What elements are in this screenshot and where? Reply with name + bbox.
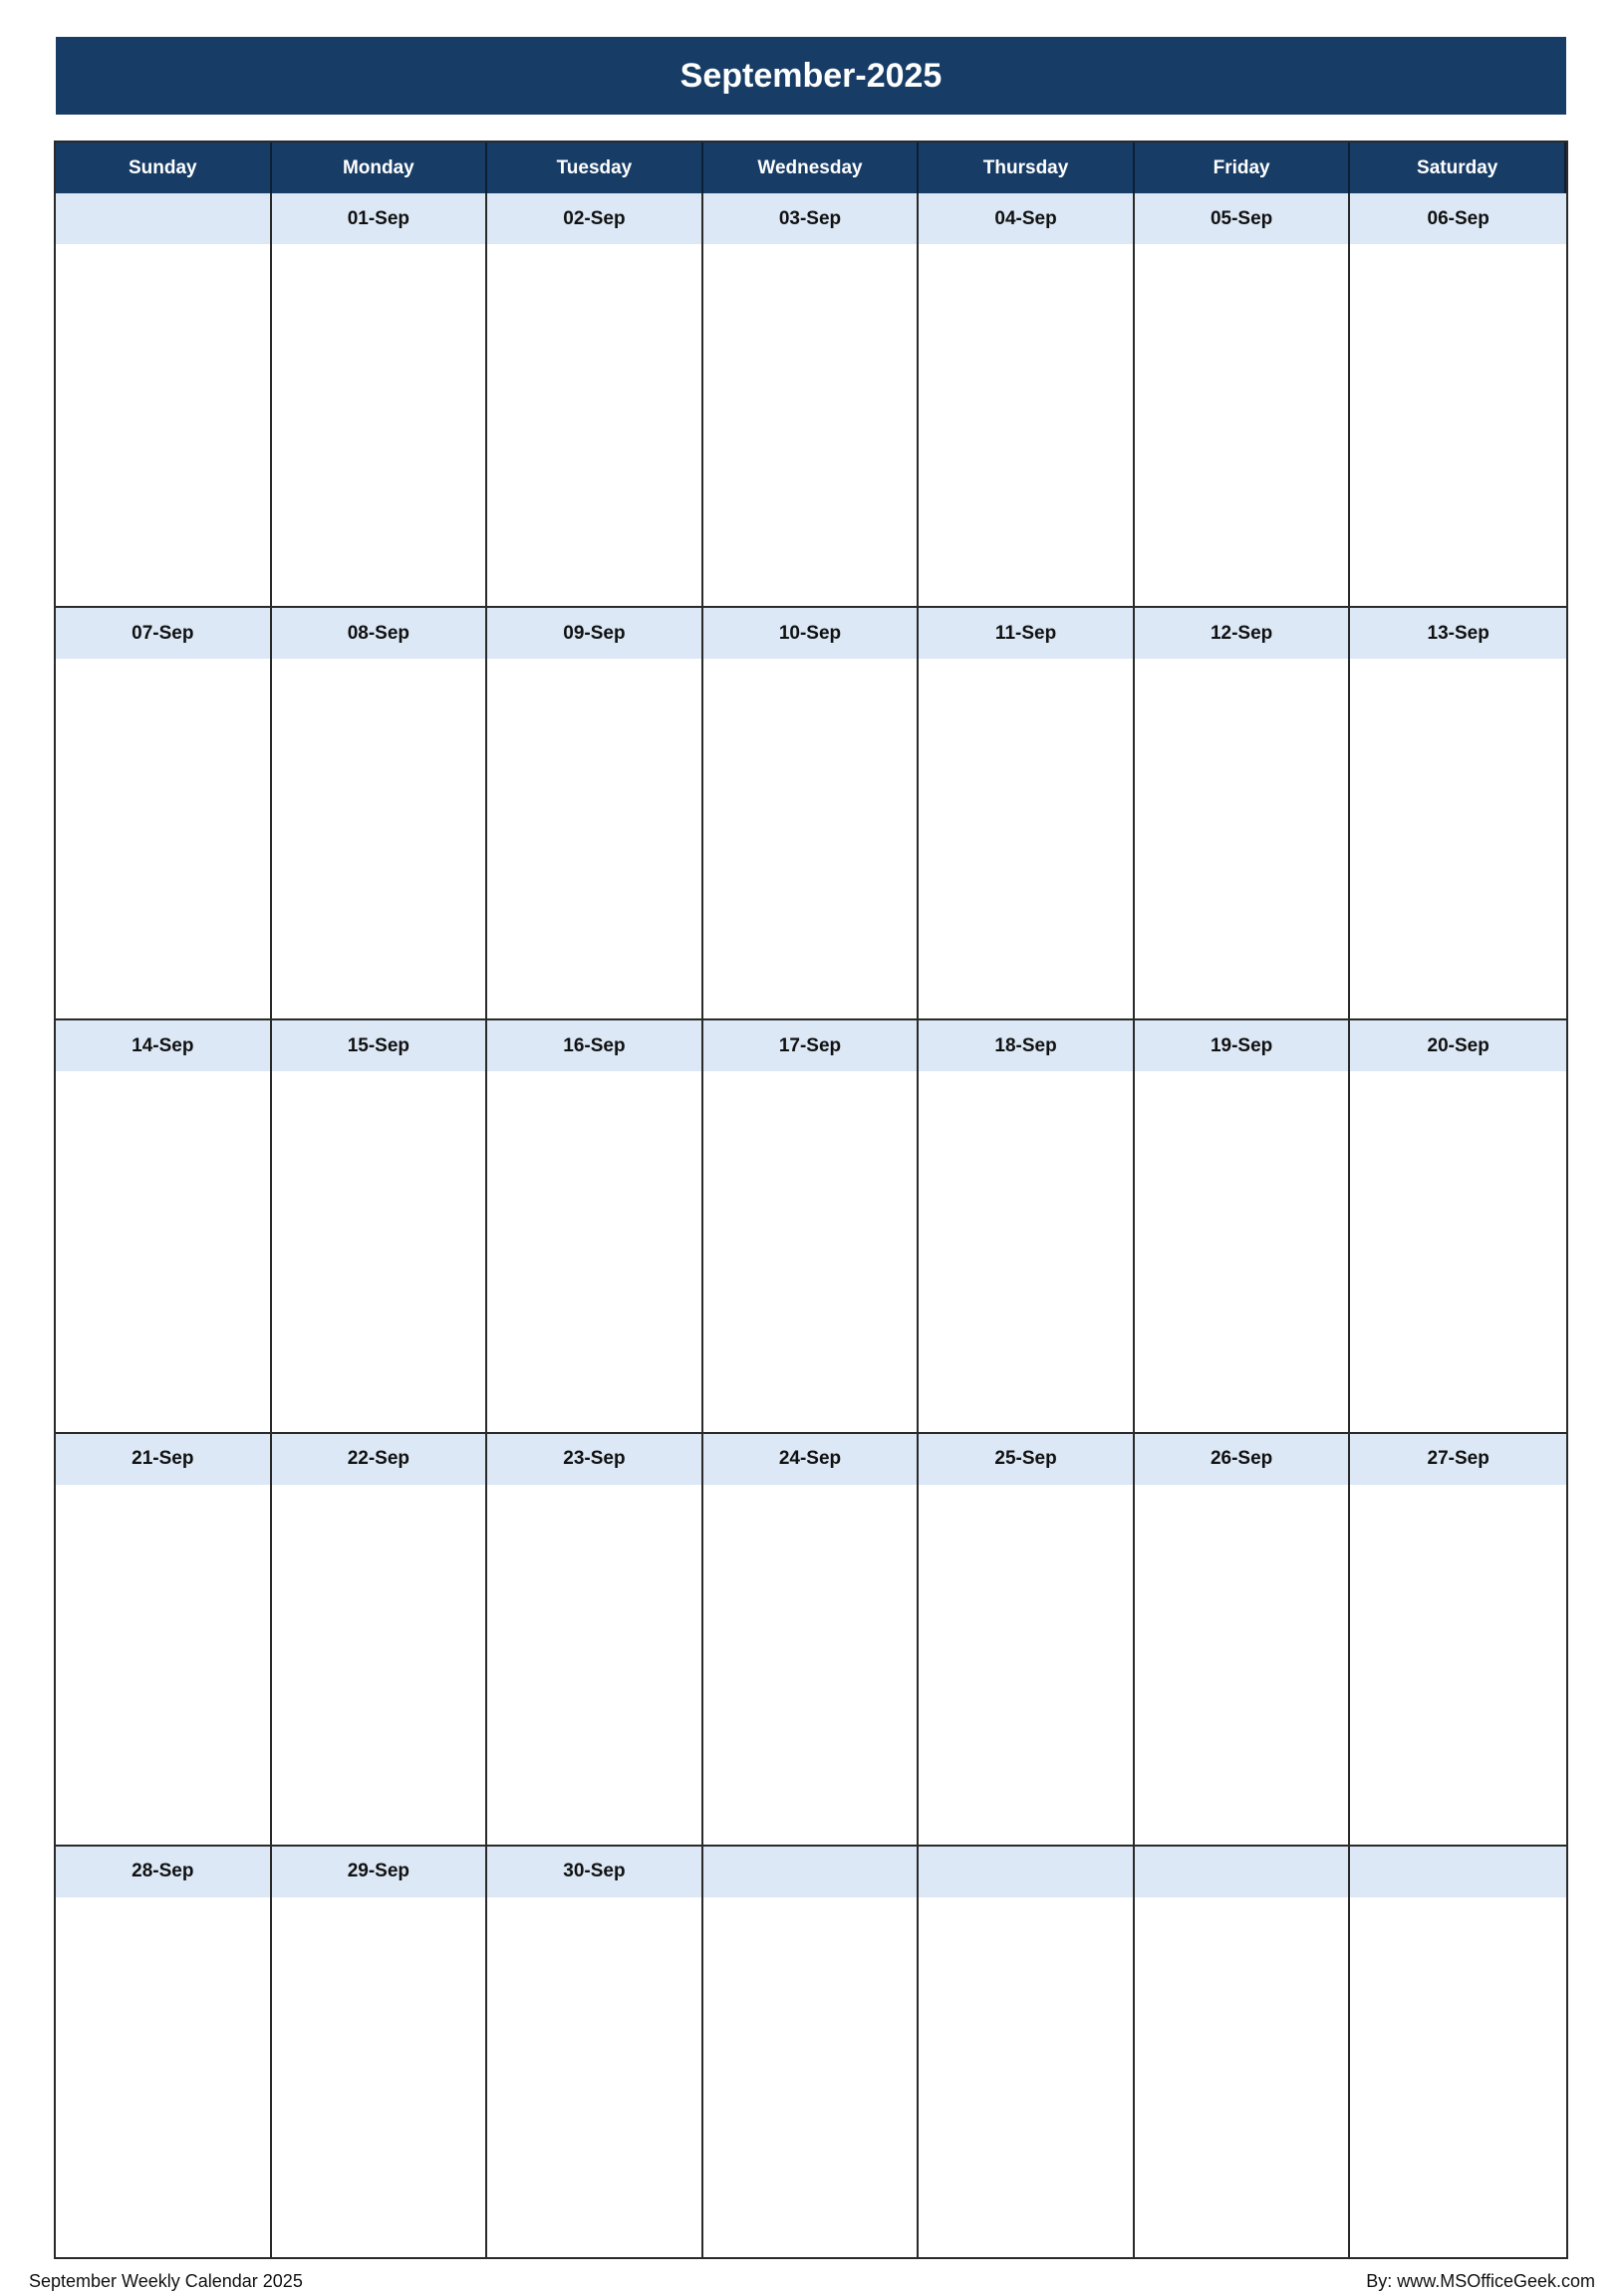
day-notes-area[interactable] bbox=[56, 1897, 270, 2257]
weekday-header-tuesday: Tuesday bbox=[487, 143, 703, 193]
day-notes-area[interactable] bbox=[919, 1071, 1133, 1431]
day-date-label: 15-Sep bbox=[272, 1020, 486, 1071]
day-notes-area[interactable] bbox=[919, 1897, 1133, 2257]
day-date-label: 06-Sep bbox=[1350, 193, 1566, 244]
day-cell[interactable] bbox=[56, 1432, 272, 1845]
day-notes-area[interactable] bbox=[1350, 1071, 1566, 1431]
day-cell[interactable] bbox=[1350, 1018, 1566, 1431]
day-cell[interactable] bbox=[919, 1845, 1135, 2257]
day-date-label: 05-Sep bbox=[1135, 193, 1349, 244]
day-date-label: 18-Sep bbox=[919, 1020, 1133, 1071]
day-notes-area[interactable] bbox=[919, 659, 1133, 1018]
day-cell[interactable] bbox=[703, 1845, 920, 2257]
day-date-label: 24-Sep bbox=[703, 1434, 918, 1485]
day-cell[interactable] bbox=[919, 193, 1135, 606]
weekday-header-saturday: Saturday bbox=[1350, 143, 1566, 193]
day-notes-area[interactable] bbox=[703, 1485, 918, 1845]
day-cell[interactable] bbox=[1350, 193, 1566, 606]
calendar-grid bbox=[54, 141, 1568, 2259]
day-cell[interactable] bbox=[487, 1018, 703, 1431]
day-cell[interactable] bbox=[272, 193, 488, 606]
day-date-label: 29-Sep bbox=[272, 1847, 486, 1897]
day-date-label: 04-Sep bbox=[919, 193, 1133, 244]
day-cell[interactable] bbox=[487, 606, 703, 1018]
day-cell[interactable] bbox=[919, 1432, 1135, 1845]
day-date-label: 27-Sep bbox=[1350, 1434, 1566, 1485]
day-cell[interactable] bbox=[272, 1845, 488, 2257]
day-notes-area[interactable] bbox=[1135, 244, 1349, 606]
day-date-label: 13-Sep bbox=[1350, 608, 1566, 659]
day-date-label bbox=[1135, 1847, 1349, 1897]
day-date-label bbox=[703, 1847, 918, 1897]
day-cell[interactable] bbox=[703, 193, 920, 606]
day-date-label: 21-Sep bbox=[56, 1434, 270, 1485]
day-cell[interactable] bbox=[1350, 1845, 1566, 2257]
day-notes-area[interactable] bbox=[487, 1071, 701, 1431]
day-notes-area[interactable] bbox=[1135, 659, 1349, 1018]
day-cell[interactable] bbox=[272, 1018, 488, 1431]
day-cell[interactable] bbox=[1135, 193, 1351, 606]
day-date-label: 11-Sep bbox=[919, 608, 1133, 659]
day-date-label: 22-Sep bbox=[272, 1434, 486, 1485]
weekday-header-friday: Friday bbox=[1135, 143, 1351, 193]
day-cell[interactable] bbox=[1350, 1432, 1566, 1845]
day-notes-area[interactable] bbox=[1350, 244, 1566, 606]
day-date-label: 03-Sep bbox=[703, 193, 918, 244]
day-notes-area[interactable] bbox=[272, 659, 486, 1018]
day-cell[interactable] bbox=[1135, 1018, 1351, 1431]
day-notes-area[interactable] bbox=[919, 244, 1133, 606]
day-notes-area[interactable] bbox=[272, 1485, 486, 1845]
day-notes-area[interactable] bbox=[703, 244, 918, 606]
day-cell[interactable] bbox=[56, 193, 272, 606]
day-cell[interactable] bbox=[487, 1845, 703, 2257]
day-cell[interactable] bbox=[56, 1018, 272, 1431]
day-notes-area[interactable] bbox=[919, 1485, 1133, 1845]
day-cell[interactable] bbox=[703, 1018, 920, 1431]
day-notes-area[interactable] bbox=[487, 1485, 701, 1845]
day-cell[interactable] bbox=[56, 1845, 272, 2257]
day-date-label: 23-Sep bbox=[487, 1434, 701, 1485]
day-date-label: 28-Sep bbox=[56, 1847, 270, 1897]
day-date-label: 01-Sep bbox=[272, 193, 486, 244]
weekday-header-sunday: Sunday bbox=[56, 143, 272, 193]
day-cell[interactable] bbox=[1350, 606, 1566, 1018]
day-notes-area[interactable] bbox=[56, 1071, 270, 1431]
day-cell[interactable] bbox=[487, 193, 703, 606]
calendar-title: September-2025 bbox=[56, 37, 1566, 115]
day-notes-area[interactable] bbox=[272, 1897, 486, 2257]
day-cell[interactable] bbox=[1135, 1845, 1351, 2257]
day-date-label: 14-Sep bbox=[56, 1020, 270, 1071]
day-notes-area[interactable] bbox=[703, 1897, 918, 2257]
day-cell[interactable] bbox=[1135, 1432, 1351, 1845]
day-notes-area[interactable] bbox=[487, 1897, 701, 2257]
day-notes-area[interactable] bbox=[1350, 659, 1566, 1018]
day-cell[interactable] bbox=[703, 606, 920, 1018]
day-date-label: 16-Sep bbox=[487, 1020, 701, 1071]
day-notes-area[interactable] bbox=[56, 244, 270, 606]
day-date-label bbox=[1350, 1847, 1566, 1897]
day-date-label: 19-Sep bbox=[1135, 1020, 1349, 1071]
day-date-label: 07-Sep bbox=[56, 608, 270, 659]
day-date-label bbox=[56, 193, 270, 244]
weekday-header-thursday: Thursday bbox=[919, 143, 1135, 193]
day-notes-area[interactable] bbox=[1350, 1485, 1566, 1845]
day-cell[interactable] bbox=[272, 606, 488, 1018]
day-notes-area[interactable] bbox=[1135, 1071, 1349, 1431]
day-notes-area[interactable] bbox=[1135, 1485, 1349, 1845]
day-date-label: 02-Sep bbox=[487, 193, 701, 244]
day-notes-area[interactable] bbox=[272, 1071, 486, 1431]
day-notes-area[interactable] bbox=[487, 659, 701, 1018]
day-cell[interactable] bbox=[56, 606, 272, 1018]
day-notes-area[interactable] bbox=[56, 1485, 270, 1845]
day-date-label: 10-Sep bbox=[703, 608, 918, 659]
day-date-label: 26-Sep bbox=[1135, 1434, 1349, 1485]
day-notes-area[interactable] bbox=[703, 659, 918, 1018]
day-notes-area[interactable] bbox=[487, 244, 701, 606]
day-cell[interactable] bbox=[703, 1432, 920, 1845]
day-cell[interactable] bbox=[919, 606, 1135, 1018]
day-cell[interactable] bbox=[1135, 606, 1351, 1018]
day-cell[interactable] bbox=[919, 1018, 1135, 1431]
day-date-label: 12-Sep bbox=[1135, 608, 1349, 659]
day-notes-area[interactable] bbox=[703, 1071, 918, 1431]
day-notes-area[interactable] bbox=[1135, 1897, 1349, 2257]
weekday-header-monday: Monday bbox=[272, 143, 488, 193]
day-date-label: 20-Sep bbox=[1350, 1020, 1566, 1071]
day-notes-area[interactable] bbox=[56, 659, 270, 1018]
day-date-label: 09-Sep bbox=[487, 608, 701, 659]
day-cell[interactable] bbox=[487, 1432, 703, 1845]
weekday-header-wednesday: Wednesday bbox=[703, 143, 920, 193]
footer-caption: September Weekly Calendar 2025 bbox=[29, 2271, 303, 2291]
day-notes-area[interactable] bbox=[1350, 1897, 1566, 2257]
day-notes-area[interactable] bbox=[272, 244, 486, 606]
day-date-label bbox=[919, 1847, 1133, 1897]
footer-credit: By: www.MSOfficeGeek.com bbox=[1366, 2271, 1595, 2291]
day-date-label: 25-Sep bbox=[919, 1434, 1133, 1485]
day-date-label: 30-Sep bbox=[487, 1847, 701, 1897]
day-date-label: 17-Sep bbox=[703, 1020, 918, 1071]
day-date-label: 08-Sep bbox=[272, 608, 486, 659]
day-cell[interactable] bbox=[272, 1432, 488, 1845]
